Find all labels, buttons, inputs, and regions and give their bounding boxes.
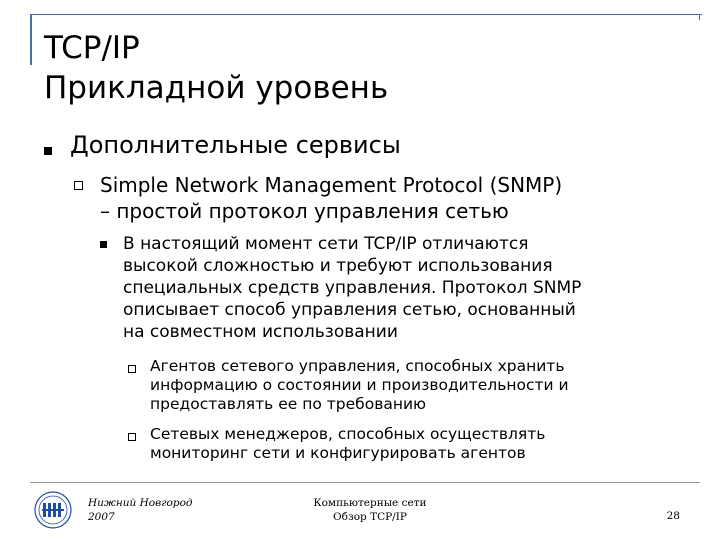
page-number: 28 [666,510,680,522]
bullet-level4-item [150,425,670,463]
filled-square-bullet-icon [100,241,107,248]
level3-line: специальных средств управления. Протокол SNMP [123,278,582,298]
footer-year: 2007 [88,511,115,523]
slide-title [44,28,388,108]
footer-course: Компьютерные сети [313,497,427,509]
level4-line: предоставлять ее по требованию [150,395,427,413]
bullet-level3 [123,233,683,343]
level3-line: описывает способ управления сетью, основанный [123,300,576,320]
title-line-2: Прикладной уровень [44,70,389,106]
level4-line: информацию о состоянии и производительности и [150,376,569,394]
footer-topic: Обзор TCP/IP [333,511,407,523]
unn-logo-icon [33,490,73,530]
filled-square-bullet-icon [44,147,52,155]
bullet-level1: Дополнительные сервисы [70,131,401,159]
bullet-level2 [100,172,680,224]
hollow-square-bullet-icon [128,433,136,441]
footer-center [300,496,440,524]
level2-line-2: – простой протокол управления сетью [100,199,509,223]
level4-line: Сетевых менеджеров, способных осуществлять [150,425,546,443]
footer-city: Нижний Новгород [88,497,193,509]
level3-line: на совместном использовании [123,322,398,342]
level4-line: Агентов сетевого управления, способных хранить [150,357,565,375]
footer-divider [30,482,700,483]
footer-left [88,496,193,524]
level4-line: мониторинг сети и конфигурировать агентов [150,444,526,462]
level3-line: В настоящий момент сети TCP/IP отличаются [123,234,529,254]
title-frame-cap [699,14,700,20]
bullet-level4-item [150,357,670,414]
level2-line-1: Simple Network Management Protocol (SNMP) [100,173,563,197]
hollow-square-bullet-icon [128,365,136,373]
hollow-square-bullet-icon [74,181,83,190]
title-line-1: TCP/IP [44,30,140,66]
level3-line: высокой сложностью и требуют использования [123,256,553,276]
